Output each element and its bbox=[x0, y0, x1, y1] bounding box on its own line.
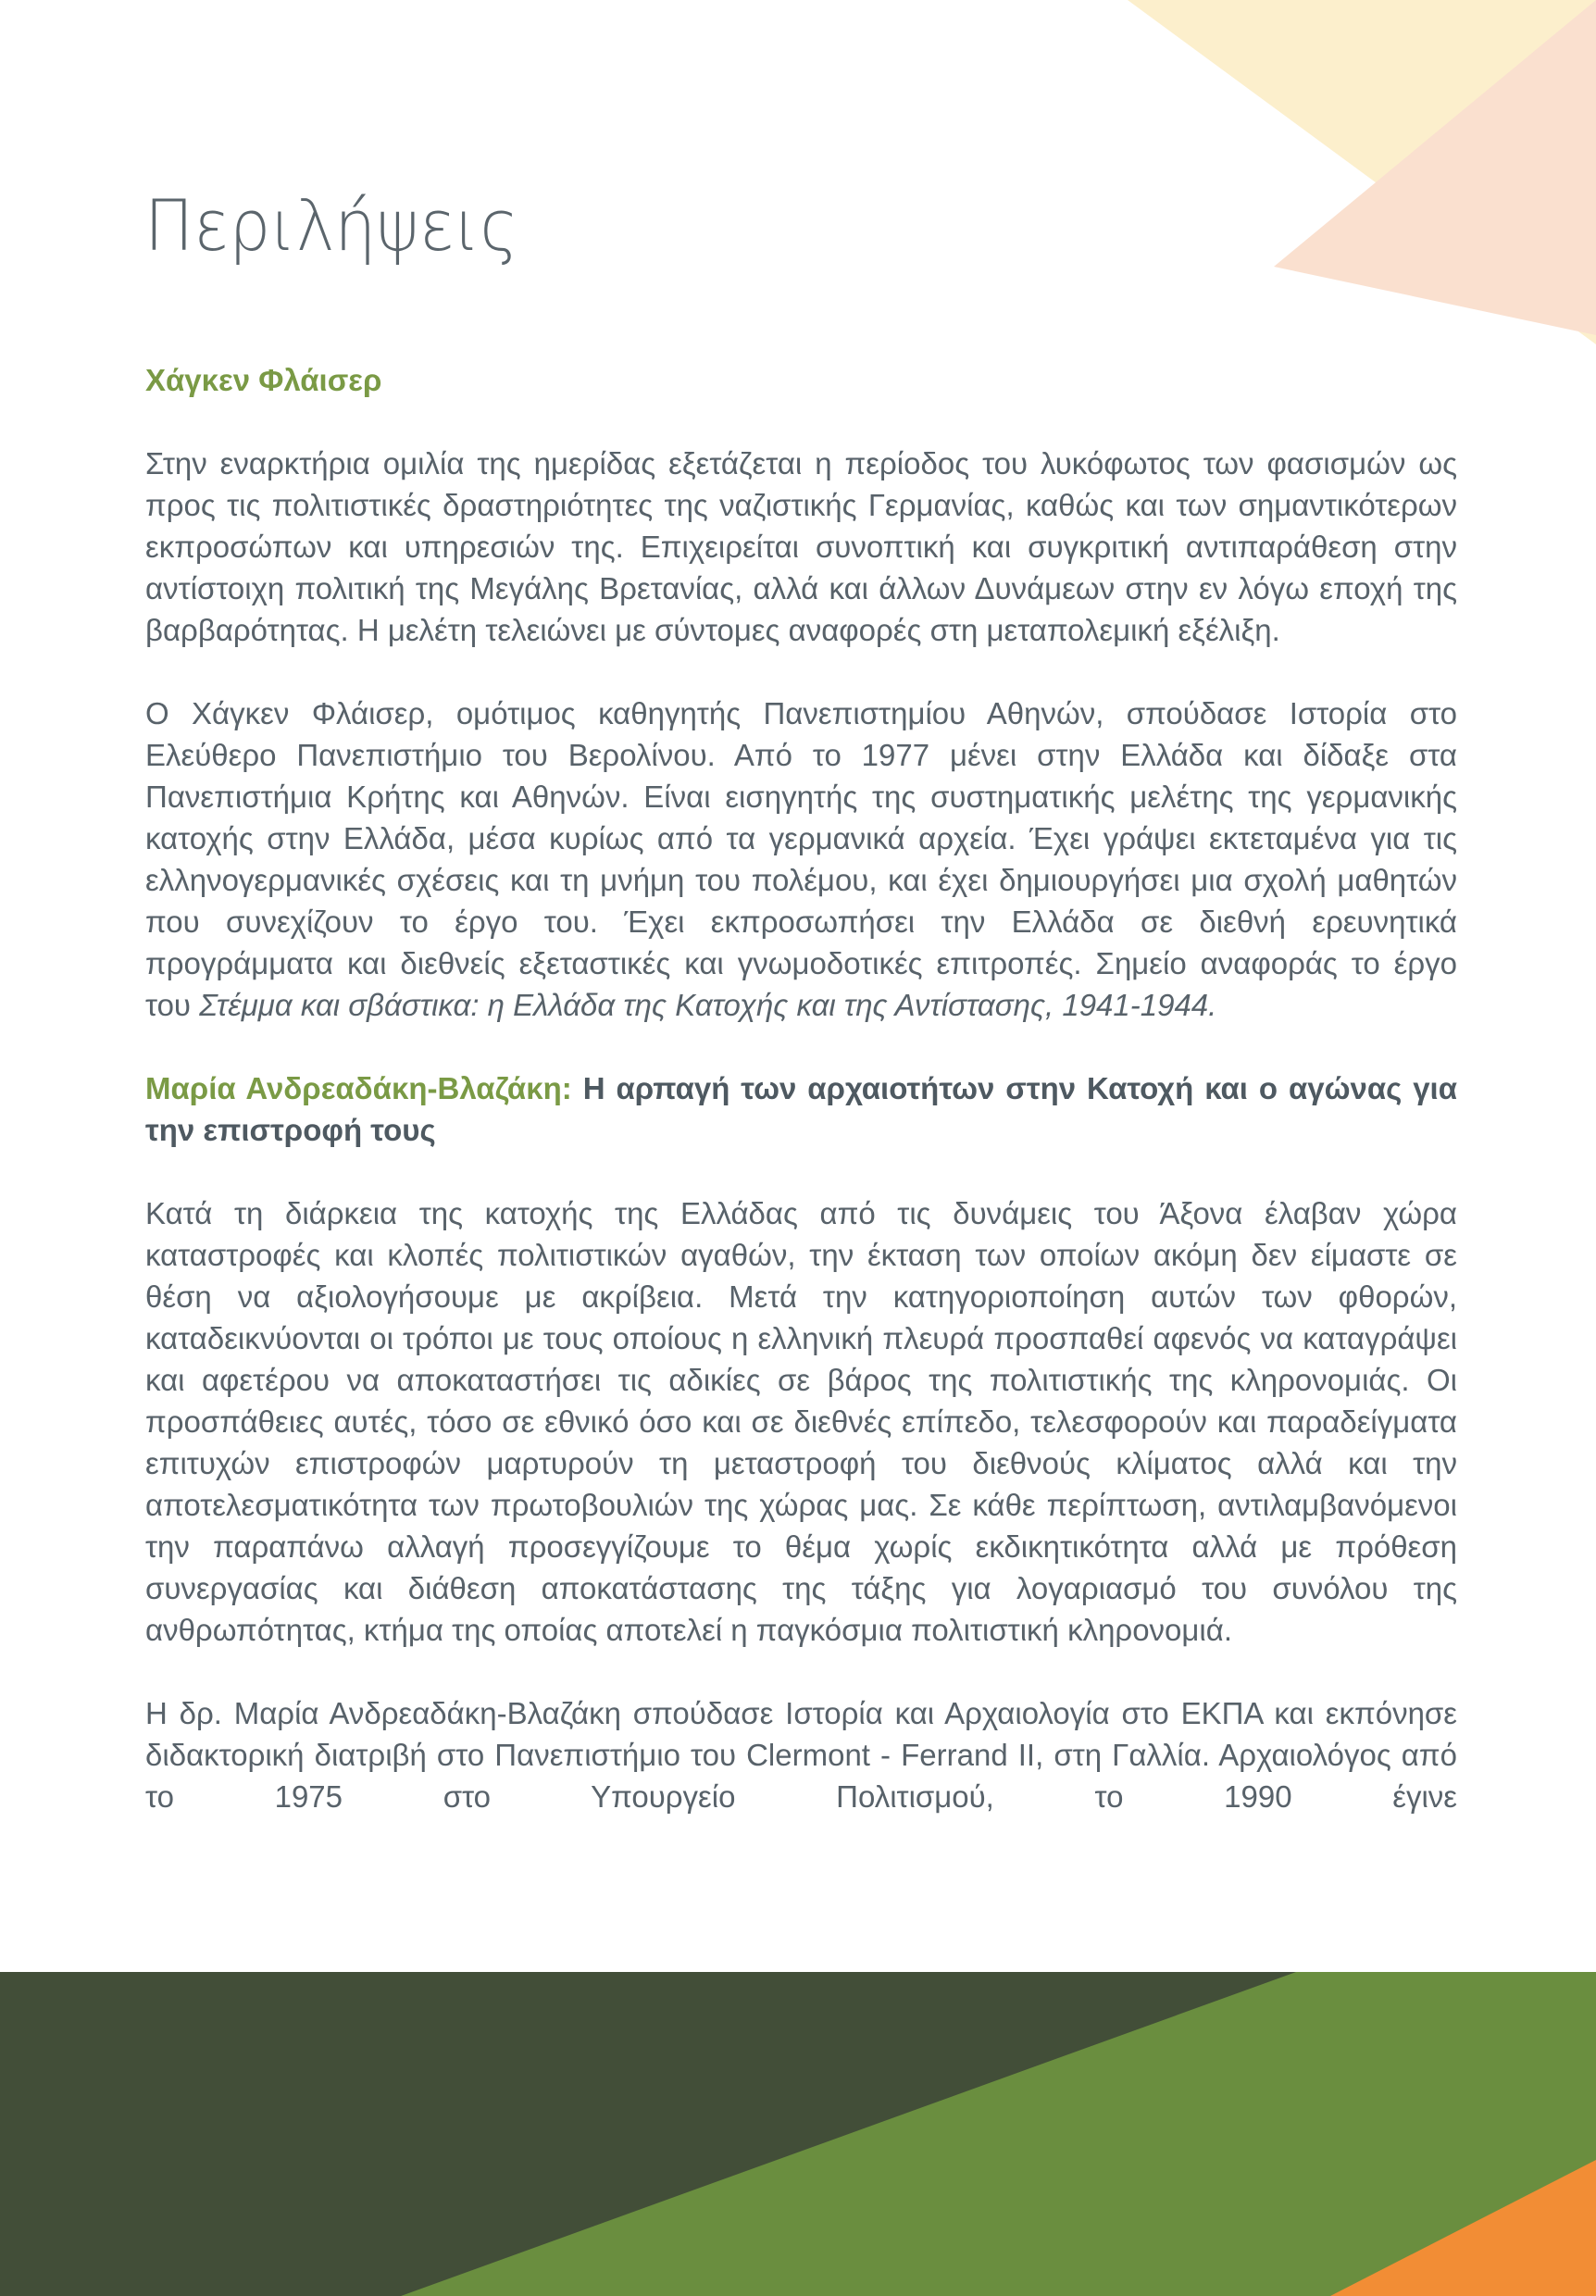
talk-title: Η αρπαγή των αρχαιοτήτων στην Κατοχή και ο αγώνας για την επιστροφή τους bbox=[145, 1071, 1457, 1147]
abstract-paragraph: Κατά τη διάρκεια της κατοχής της Ελλάδας από τις δυνάμεις του Άξονα έλαβαν χώρα καταστροφές και κλοπές πολιτιστικών αγαθών, την έκταση των οποίων ακόμη δεν είμαστε σε θέση να αξιολογήσουμε με ακρίβεια. Μετά την κατηγοριοποίηση αυτών των φθορών, καταδεικνύονται οι τρόποι με τους οποίους η ελληνική πλευρά προσπαθεί αφενός να καταγράψει και αφετέρου να αποκαταστήσει τις αδικίες σε βάρος της πολιτιστικής της κληρονομιάς. Οι προσπάθειες αυτές, τόσο σε εθνικό όσο και σε διεθνές επίπεδο, τελεσφορούν και παραδείγματα επιτυχών επιστροφών μαρτυρούν τη μεταστροφή του διεθνούς κλίματος αλλά και την αποτελεσματικότητα των πρωτοβουλιών της χώρας μας. Σε κάθε περίπτωση, αντιλαμβανόμενοι την παραπάνω αλλαγή προσεγγίζουμε το θέμα χωρίς εκδικητικότητα αλλά με πρόθεση συνεργασίας και διάθεση αποκατάστασης της τάξης για λογαριασμό του συνόλου της ανθρωπότητας, κτήμα της οποίας αποτελεί η παγκόσμια πολιτιστική κληρονομιά. bbox=[145, 1196, 1457, 1647]
bio-text: Ο Χάγκεν Φλάισερ, ομότιμος καθηγητής Πανεπιστημίου Αθηνών, σπούδασε Ιστορία στο Ελεύθερο Πανεπιστήμιο του Βερολίνου. Από το 1977 μένει στην Ελλάδα και δίδαξε στα Πανεπιστήμια Κρήτης και Αθηνών. Είναι εισηγητής της συστηματικής μελέτης της γερμανικής κατοχής στην Ελλάδα, μέσα κυρίως από τα γερμανικά αρχεία. Έχει γράψει εκτεταμένα για τις ελληνογερμανικές σχέσεις και τη μνήμη του πολέμου, και έχει δημιουργήσει μια σχολή μαθητών που συνεχίζουν το έργο του. Έχει εκπροσωπήσει την Ελλάδα σε διεθνή ερευνητικά προγράμματα και διεθνείς εξεταστικές και γνωμοδοτικές επιτροπές. Σημείο αναφοράς το έργο του bbox=[145, 696, 1457, 1022]
speaker-name: Μαρία Ανδρεαδάκη-Βλαζάκη: bbox=[145, 1071, 572, 1105]
bio-paragraph: Η δρ. Μαρία Ανδρεαδάκη-Βλαζάκη σπούδασε Ιστορία και Αρχαιολογία στο ΕΚΠΑ και εκπόνησε διδακτορική διατριβή στο Πανεπιστήμιο του Clermont - Ferrand II, στη Γαλλία. Αρχαιολόγος από το 1975 στο Υπουργείο Πολιτισμού, το 1990 έγινε bbox=[145, 1696, 1457, 1814]
book-title: Στέμμα και σβάστικα: η Ελλάδα της Κατοχής και της Αντίστασης, 1941-1944. bbox=[199, 988, 1217, 1022]
abstracts-content bbox=[145, 359, 1457, 1859]
speaker-name: Χάγκεν Φλάισερ bbox=[145, 363, 382, 397]
bio-paragraph bbox=[145, 693, 1457, 1026]
section-heading-andreadaki bbox=[145, 1067, 1457, 1151]
abstract-paragraph: Στην εναρκτήρια ομιλία της ημερίδας εξετάζεται η περίοδος του λυκόφωτος των φασισμών ως προς τις πολιτιστικές δραστηριότητες της ναζιστικής Γερμανίας, καθώς και των σημαντικότερων εκπροσώπων και υπηρεσιών της. Επιχειρείται συνοπτική και συγκριτική αντιπαράθεση στην αντίστοιχη πολιτική της Μεγάλης Βρετανίας, αλλά και άλλων Δυνάμεων στην εν λόγω εποχή της βαρβαρότητας. Η μελέτη τελειώνει με σύντομες αναφορές στη μεταπολεμική εξέλιξη. bbox=[145, 446, 1457, 647]
page-title: Περιλήψεις bbox=[144, 184, 518, 267]
section-heading-fleischer bbox=[145, 359, 1457, 401]
